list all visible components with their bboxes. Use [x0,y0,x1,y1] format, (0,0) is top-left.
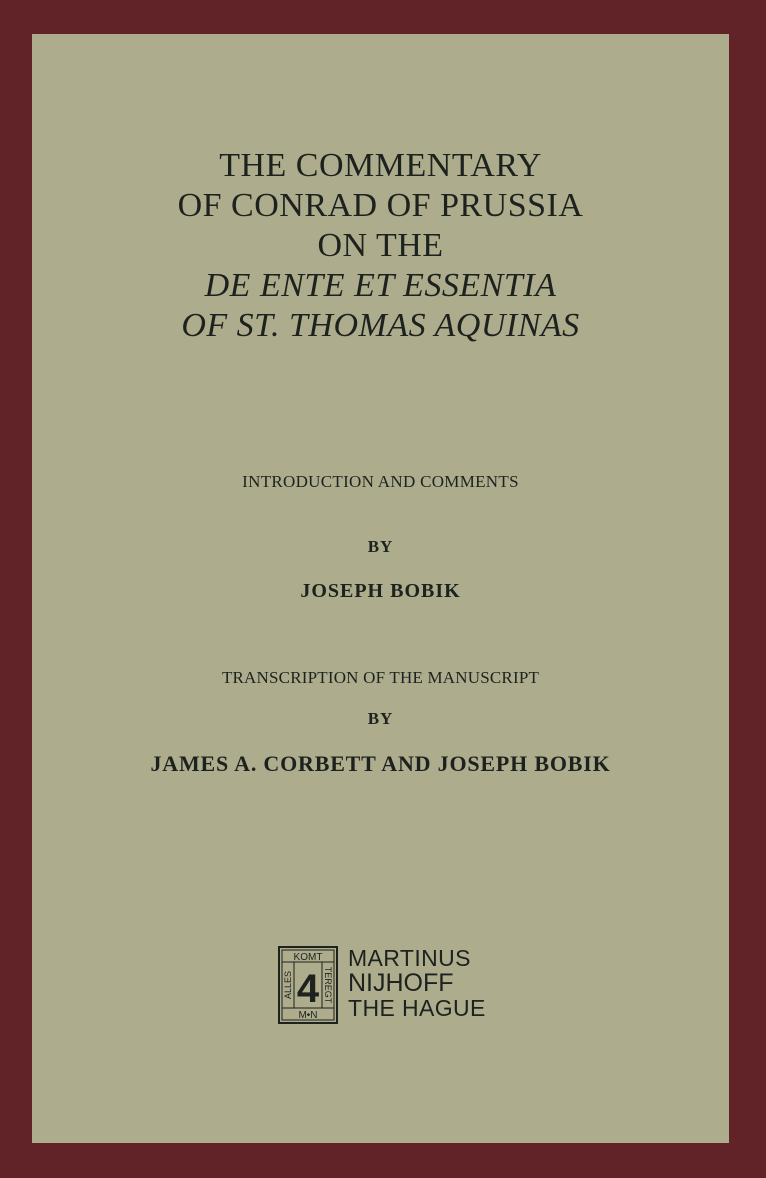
transcription-credit: TRANSCRIPTION OF THE MANUSCRIPT [221,668,540,687]
title-line-2: OF CONRAD OF PRUSSIA [177,187,584,224]
publisher-logo-icon [278,946,338,1024]
logo-center-numeral: 4 [296,967,320,1011]
publisher-name-line-1: MARTINUS [348,945,471,971]
title-line-4: DE ENTE ET ESSENTIA [204,267,557,304]
transcription-authors: JAMES A. CORBETT AND JOSEPH BOBIK [150,751,611,776]
publisher-name [348,946,486,1021]
title-line-3: ON THE [317,227,444,264]
publisher-block [278,946,486,1026]
introduction-credit: INTRODUCTION AND COMMENTS [242,472,519,491]
logo-left-text: ALLES [283,970,293,1000]
publisher-city: THE HAGUE [348,995,486,1021]
by-label-1: BY [367,537,394,556]
logo-top-text: KOMT [293,952,323,963]
publisher-name-line-2: NIJHOFF [348,969,454,997]
logo-bottom-text: M•N [298,1010,318,1021]
author-name: JOSEPH BOBIK [300,580,461,602]
by-label-2: BY [367,709,394,728]
book-cover [32,34,729,1143]
title-line-5: OF ST. THOMAS AQUINAS [181,307,580,344]
book-title [32,146,729,346]
logo-right-text: TEREGT [323,966,333,1004]
title-line-1: THE COMMENTARY [219,147,542,184]
